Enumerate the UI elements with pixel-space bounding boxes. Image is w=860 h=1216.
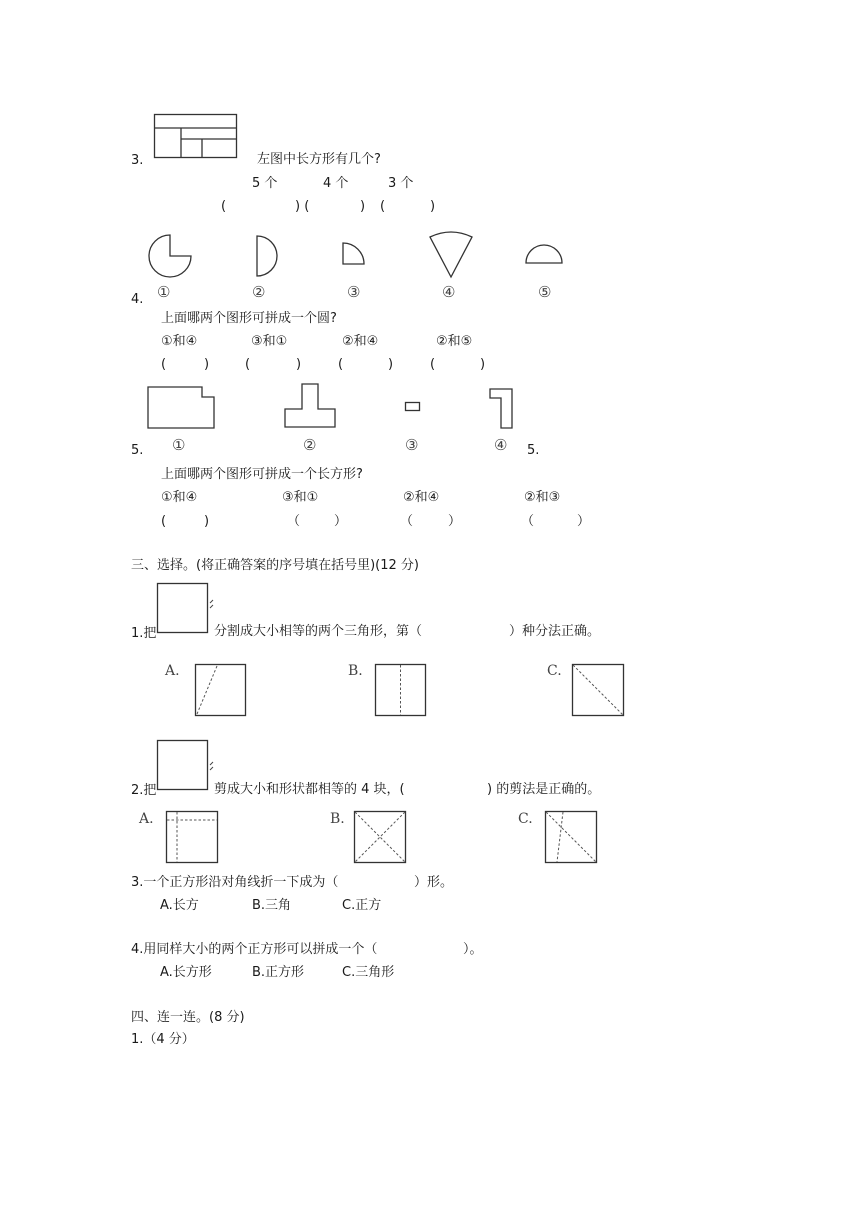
- s3-q2-text: 剪成大小和形状都相等的 4 块，(: [214, 782, 405, 797]
- q5-question: 上面哪两个图形可拼成一个长方形?: [161, 467, 363, 482]
- s3-q4-text: 4.用同样大小的两个正方形可以拼成一个（: [131, 942, 378, 957]
- s3-q2-figure-b: [354, 811, 407, 864]
- s3-q4-option-a: A.长方形: [160, 965, 212, 980]
- s3-q1-prefix: 1.把: [131, 626, 157, 641]
- s3-q3-text: 3.一个正方形沿对角线折一下成为（: [131, 875, 339, 890]
- q5-option-2: ③和①: [282, 490, 319, 505]
- s3-q1-text-end: ）种分法正确。: [509, 624, 601, 639]
- q3-option-3: 3 个: [388, 176, 414, 191]
- s3-q3-text-end: ）形。: [414, 875, 454, 890]
- q4-number: 4.: [131, 292, 144, 307]
- q3-blank-open-1: (: [221, 199, 227, 214]
- q5-blank-4-open: （: [521, 514, 535, 529]
- s3-q1-figure-a: [195, 664, 247, 717]
- q5-blank-3-close: ）: [448, 514, 462, 529]
- s3-q2-text-end: ) 的剪法是正确的。: [487, 782, 601, 797]
- q3-blank-close-3: ): [430, 199, 436, 214]
- q3-2-square: [157, 740, 215, 792]
- s3-q3-option-b: B.三角: [252, 898, 292, 913]
- q5-shape-label-4: ④: [494, 436, 508, 454]
- q3-blank-close-open: ) (: [295, 199, 310, 214]
- q4-shape-label-2: ②: [252, 283, 266, 301]
- q4-option-4: ②和⑤: [436, 334, 473, 349]
- q4-blank-3-close: ): [388, 357, 394, 372]
- section4-q1: 1.（4 分）: [131, 1032, 195, 1047]
- q4-blank-1-close: ): [204, 357, 210, 372]
- shape-quarter-circle: [342, 242, 366, 266]
- q5-option-1: ①和④: [161, 490, 198, 505]
- shape-l-strip: [489, 388, 515, 430]
- s3-q1-text: 分割成大小相等的两个三角形，第（: [214, 624, 423, 639]
- s3-q4-option-b: B.正方形: [252, 965, 305, 980]
- shape-small-half-circle: [525, 242, 565, 266]
- s3-q4-option-c: C.三角形: [342, 965, 395, 980]
- s3-q1-figure-c: [572, 664, 625, 717]
- q3-1-square: [157, 583, 215, 635]
- nested-rectangles-figure: [154, 114, 238, 160]
- q5-blank-1-close: ): [204, 514, 210, 529]
- s3-q3-option-c: C.正方: [342, 898, 382, 913]
- section4-heading: 四、连一连。(8 分): [131, 1010, 245, 1025]
- q5-blank-2-close: ）: [334, 514, 348, 529]
- q4-question: 上面哪两个图形可拼成一个圆?: [161, 311, 337, 326]
- s3-q1-choice-a: A.: [165, 663, 180, 679]
- q4-shape-label-4: ④: [442, 283, 456, 301]
- q4-blank-3-open: (: [338, 357, 344, 372]
- s3-q2-prefix: 2.把: [131, 783, 157, 798]
- q5-blank-1-open: (: [161, 514, 167, 529]
- q3-blank-close-2: ): [360, 199, 366, 214]
- s3-q1-choice-c: C.: [547, 663, 562, 679]
- q4-shape-label-1: ①: [157, 283, 171, 301]
- q5-blank-3-open: （: [400, 514, 414, 529]
- s3-q2-figure-a: [166, 811, 219, 864]
- q3-number: 3.: [131, 153, 144, 168]
- q4-option-1: ①和④: [161, 334, 198, 349]
- q4-blank-2-close: ): [296, 357, 302, 372]
- shape-t-block: [284, 383, 338, 429]
- s3-q3-option-a: A.长方: [160, 898, 199, 913]
- s3-q2-choice-c: C.: [518, 811, 533, 827]
- s3-q2-choice-b: B.: [330, 811, 345, 827]
- q3-option-2: 4 个: [323, 176, 349, 191]
- q3-option-1: 5 个: [252, 176, 278, 191]
- shape-three-quarter-circle: [147, 233, 193, 279]
- q5-blank-2-open: （: [287, 514, 301, 529]
- s3-q2-figure-c: [545, 811, 598, 864]
- shape-notched-rectangle: [147, 386, 217, 430]
- s3-q1-choice-b: B.: [348, 663, 363, 679]
- q4-blank-4-open: (: [430, 357, 436, 372]
- q3-blank-open-3: (: [380, 199, 386, 214]
- q5-number: 5.: [131, 443, 144, 458]
- q5-blank-4-close: ）: [577, 514, 591, 529]
- section3-heading: 三、选择。(将正确答案的序号填在括号里)(12 分): [131, 558, 419, 573]
- q4-blank-4-close: ): [480, 357, 486, 372]
- q4-option-2: ③和①: [251, 334, 288, 349]
- q4-shape-label-3: ③: [347, 283, 361, 301]
- s3-q1-figure-b: [375, 664, 427, 717]
- shape-sector: [428, 231, 476, 279]
- q3-question: 左图中长方形有几个?: [257, 152, 381, 167]
- q5-shape-label-3: ③: [405, 436, 419, 454]
- q5-option-3: ②和④: [403, 490, 440, 505]
- q5-shape-label-2: ②: [303, 436, 317, 454]
- q4-option-3: ②和④: [342, 334, 379, 349]
- q5-option-4: ②和③: [524, 490, 561, 505]
- q4-blank-1-open: (: [161, 357, 167, 372]
- q4-blank-2-open: (: [245, 357, 251, 372]
- shape-half-circle: [255, 235, 281, 277]
- s3-q4-text-end: ）。: [463, 942, 483, 957]
- shape-small-rectangle: [405, 402, 421, 412]
- s3-q2-choice-a: A.: [139, 811, 154, 827]
- q5-shape-label-1: ①: [172, 436, 186, 454]
- q5-number-right: 5.: [527, 443, 540, 458]
- q4-shape-label-5: ⑤: [538, 283, 552, 301]
